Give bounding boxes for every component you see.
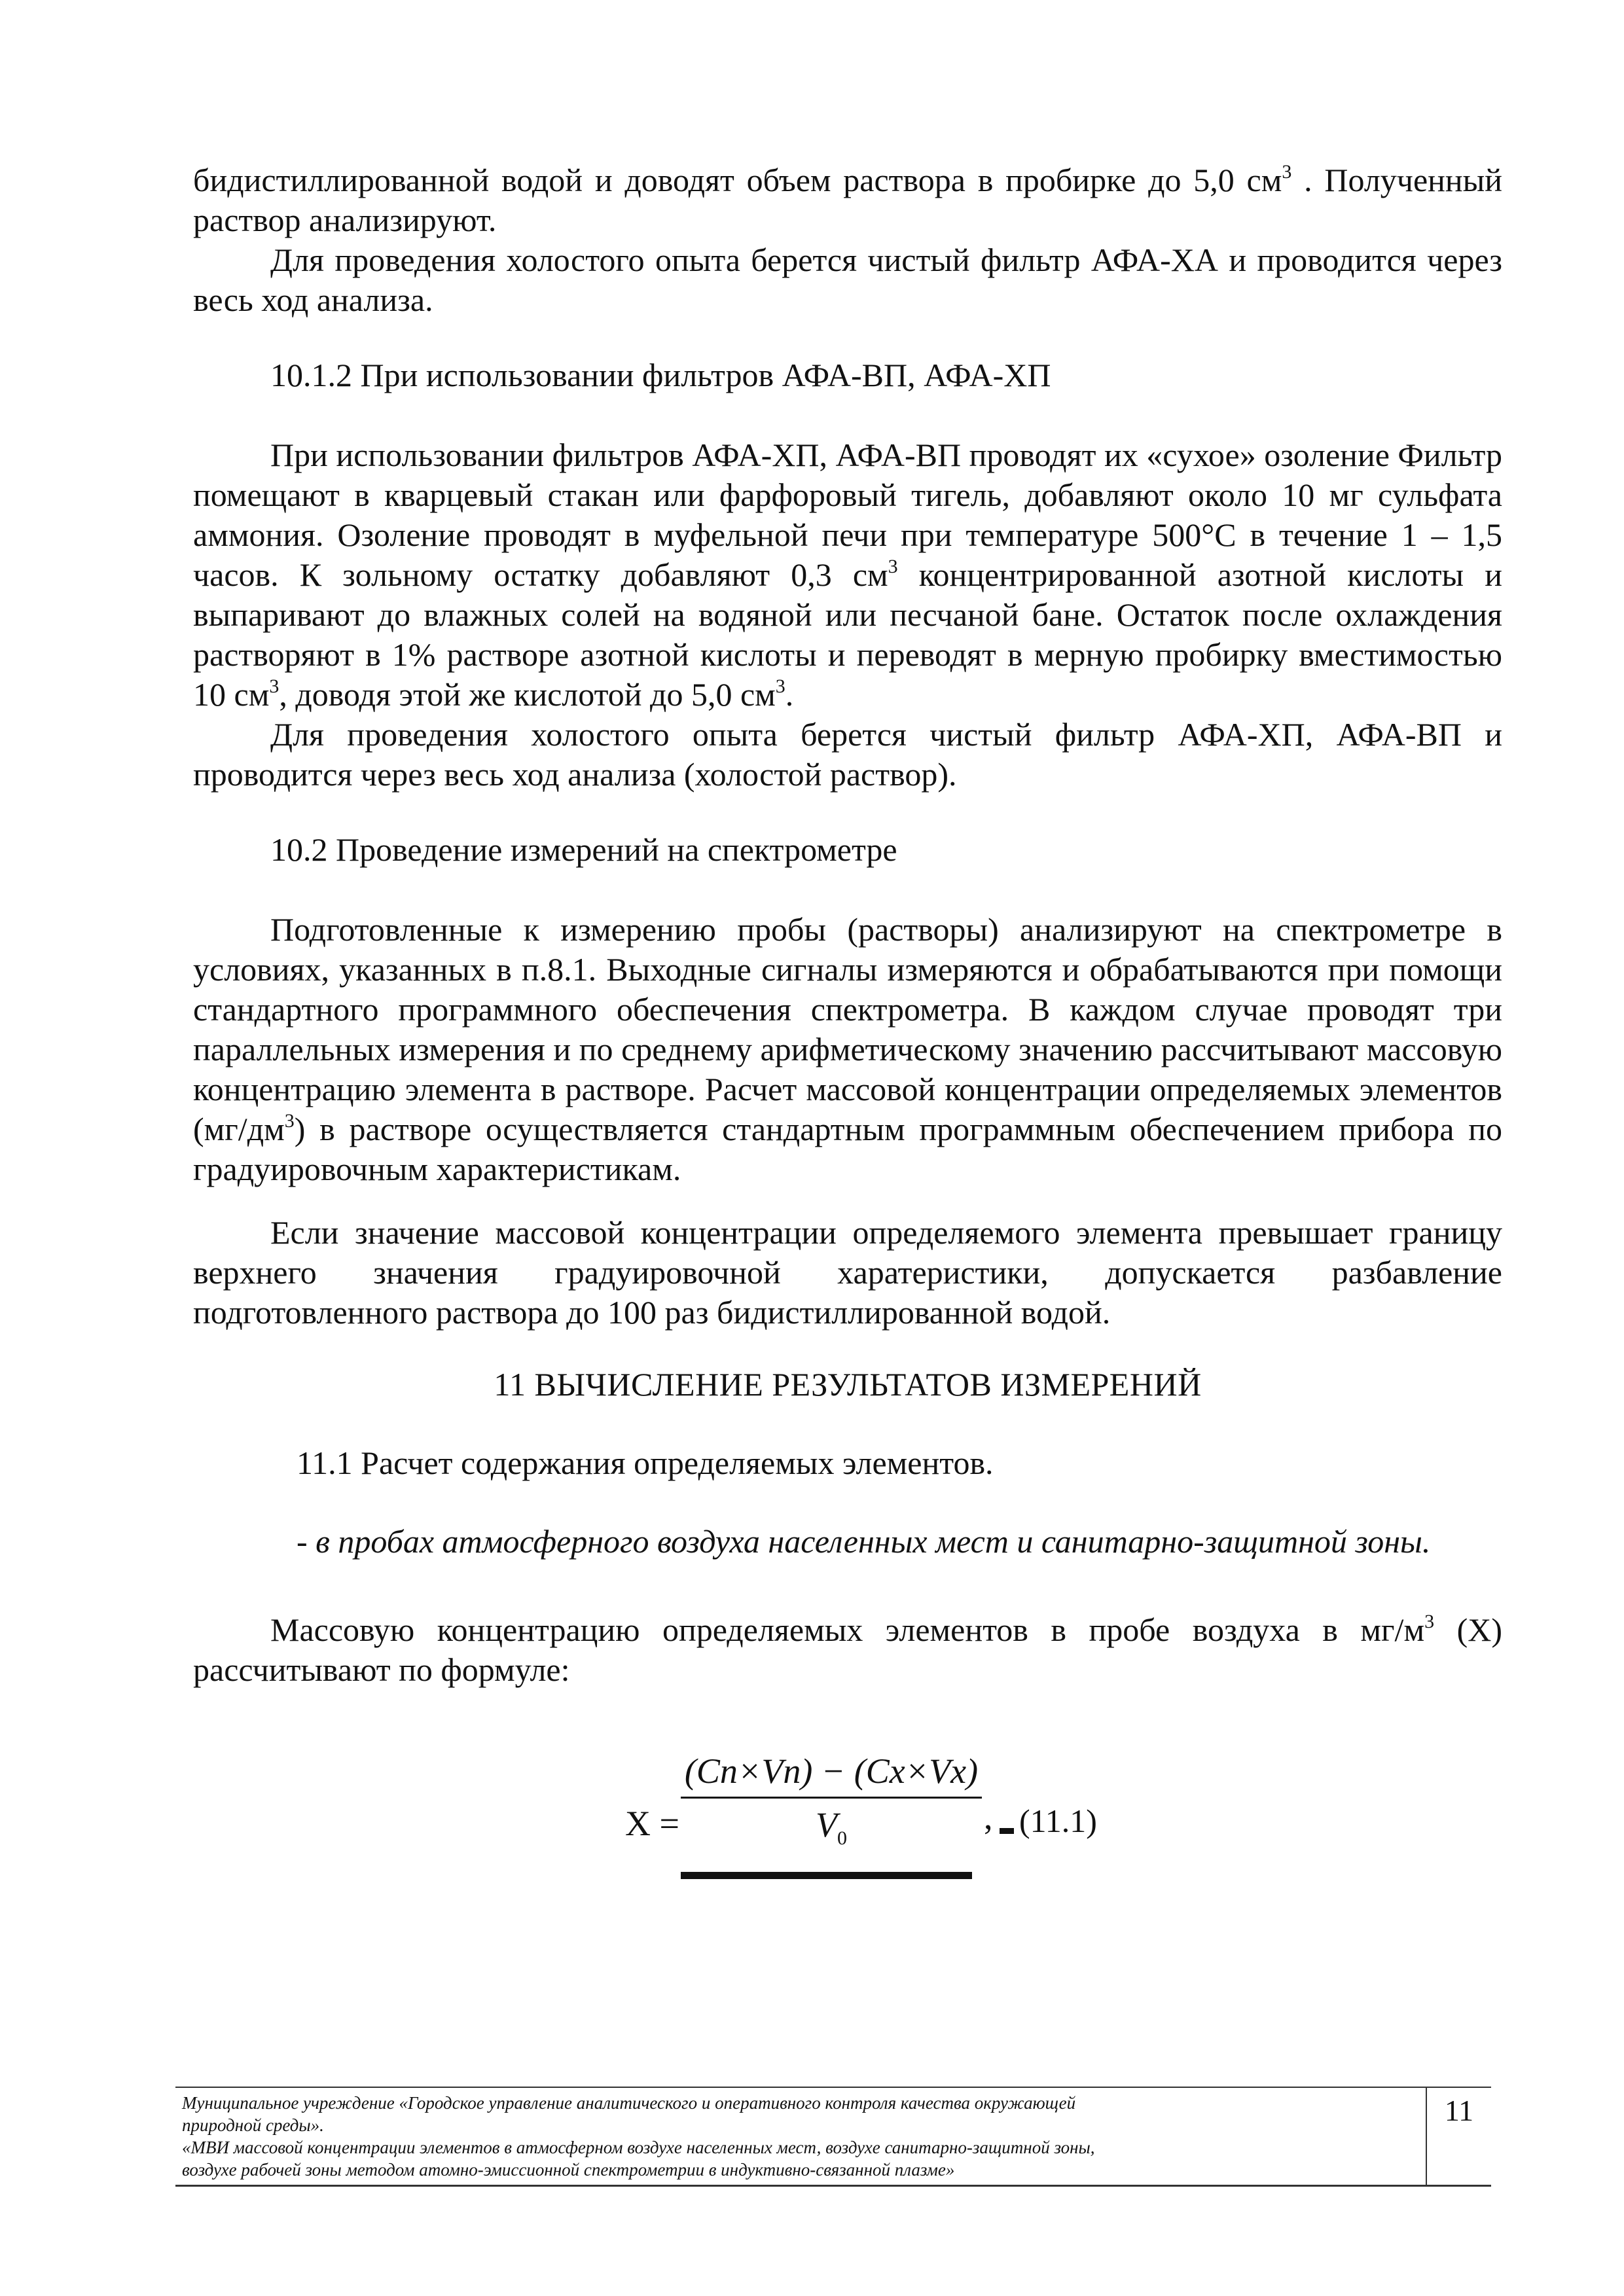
- superscript: 3: [888, 556, 898, 577]
- footer-line: воздухе рабочей зоны методом атомно-эмиссионной спектрометрии в индуктивно-связанной плазме»: [182, 2160, 955, 2179]
- paragraph-intro: [193, 160, 1502, 240]
- denominator-symbol: V: [816, 1805, 837, 1844]
- footer-line: Муниципальное учреждение «Городское управление аналитического и оперативного контроля качества окружающей: [182, 2093, 1076, 2113]
- denominator-subscript: 0: [837, 1827, 847, 1849]
- paragraph-text: ) в растворе осуществляется стандартным программным обеспечением прибора по градуировочным характеристикам.: [193, 1111, 1502, 1187]
- italic-note: [297, 1522, 1502, 1562]
- page-footer: [175, 2087, 1491, 2187]
- formula-underline: [681, 1872, 972, 1879]
- paragraph-formula-intro: [193, 1610, 1502, 1690]
- paragraph-blank-filter: [193, 240, 1502, 320]
- paragraph-text: При использовании фильтров АФА-ХП, АФА-ВП проводят их «сухое» озоление Фильтр помещают в кварцевый стакан или фарфоровый тигель, добавляют около 10 мг сульфата аммония. Озоление проводят в муфельной печи при температуре 500°С в течение 1 – 1,5 часов. К зольному остатку добавляют 0,3 см: [193, 437, 1502, 593]
- paragraph-text: .: [785, 676, 794, 713]
- subsection-heading-10-2: [270, 830, 1502, 870]
- footer-line: природной среды».: [182, 2115, 324, 2135]
- paragraph-text: бидистиллированной водой и доводят объем раствора в пробирке до 5,0 см: [193, 162, 1282, 198]
- superscript: 3: [284, 1110, 295, 1132]
- formula-denominator: [681, 1804, 982, 1850]
- fraction-bar: [681, 1797, 982, 1799]
- equation-number: (11.1): [1019, 1803, 1097, 1839]
- footer-text: [182, 2092, 1426, 2181]
- paragraph-dilution: [193, 1213, 1502, 1333]
- italic-text: - в пробах атмосферного воздуха населенных мест и санитарно-защитной зоны.: [297, 1523, 1431, 1560]
- paragraph-text: (Х) рассчитывают по формуле:: [193, 1611, 1502, 1688]
- subsection-heading-10-1-2: [270, 355, 1502, 395]
- subsection-heading-11-1: [297, 1443, 1502, 1483]
- paragraph-dry-ashing: [193, 435, 1502, 715]
- paragraph-text: Подготовленные к измерению пробы (растворы) анализируют на спектрометре в условиях, указанных в п.8.1. Выходные сигналы измеряются и обрабатываются при помощи стандартного программного обеспечения спектрометра. В каждом случае проводят три параллельных измерения и по среднему арифметическому значению рассчитывают массовую концентрацию элемента в растворе. Расчет массовой концентрации определяемых элементов (мг/дм: [193, 911, 1502, 1147]
- superscript: 3: [269, 675, 280, 697]
- paragraph-text: Для проведения холостого опыта берется чистый фильтр АФА-ХА и проводится через весь ход анализа.: [193, 242, 1502, 318]
- superscript: 3: [1282, 161, 1292, 183]
- footer-line: «МВИ массовой концентрации элементов в атмосферном воздухе населенных мест, воздухе санитарно-защитной зоны,: [182, 2138, 1095, 2157]
- formula-mark: [1000, 1828, 1014, 1834]
- formula-lhs: Х =: [625, 1804, 679, 1843]
- section-heading-11: [193, 1365, 1502, 1405]
- heading-text: 11.1 Расчет содержания определяемых элементов.: [297, 1444, 994, 1481]
- paragraph-text: . Полученный раствор анализируют.: [193, 162, 1503, 238]
- formula-numerator: (Cn×Vn) − (Cx×Vx): [684, 1751, 979, 1791]
- superscript: 3: [775, 675, 785, 697]
- formula-comma: ,: [984, 1797, 993, 1837]
- page-number: 11: [1444, 2094, 1474, 2127]
- heading-text: 10.1.2 При использовании фильтров АФА-ВП, АФА-ХП: [270, 357, 1051, 393]
- section-title: 11 ВЫЧИСЛЕНИЕ РЕЗУЛЬТАТОВ ИЗМЕРЕНИЙ: [494, 1366, 1202, 1403]
- paragraph-text: Для проведения холостого опыта берется чистый фильтр АФА-ХП, АФА-ВП и проводится через весь ход анализа (холостой раствор).: [193, 716, 1502, 793]
- paragraph-text: Если значение массовой концентрации определяемого элемента превышает границу верхнего значения градуировочной харатеристики, допускается разбавление подготовленного раствора до 100 раз бидистиллированной водой.: [193, 1214, 1502, 1331]
- heading-text: 10.2 Проведение измерений на спектрометре: [270, 831, 897, 868]
- paragraph-blank-solution: [193, 715, 1502, 795]
- paragraph-text: концентрированной азотной кислоты и выпаривают до влажных солей на водяной или песчаной бане. Остаток после охлаждения растворяют в 1% растворе азотной кислоты и переводят в мерную пробирку вместимостью 10 см: [193, 556, 1502, 713]
- paragraph-spectrometer: [193, 910, 1502, 1189]
- paragraph-text: , доводя этой же кислотой до 5,0 см: [279, 676, 776, 713]
- paragraph-text: Массовую концентрацию определяемых элементов в пробе воздуха в мг/м: [270, 1611, 1425, 1648]
- superscript: 3: [1424, 1611, 1435, 1632]
- formula-11-1: [193, 1725, 1502, 1921]
